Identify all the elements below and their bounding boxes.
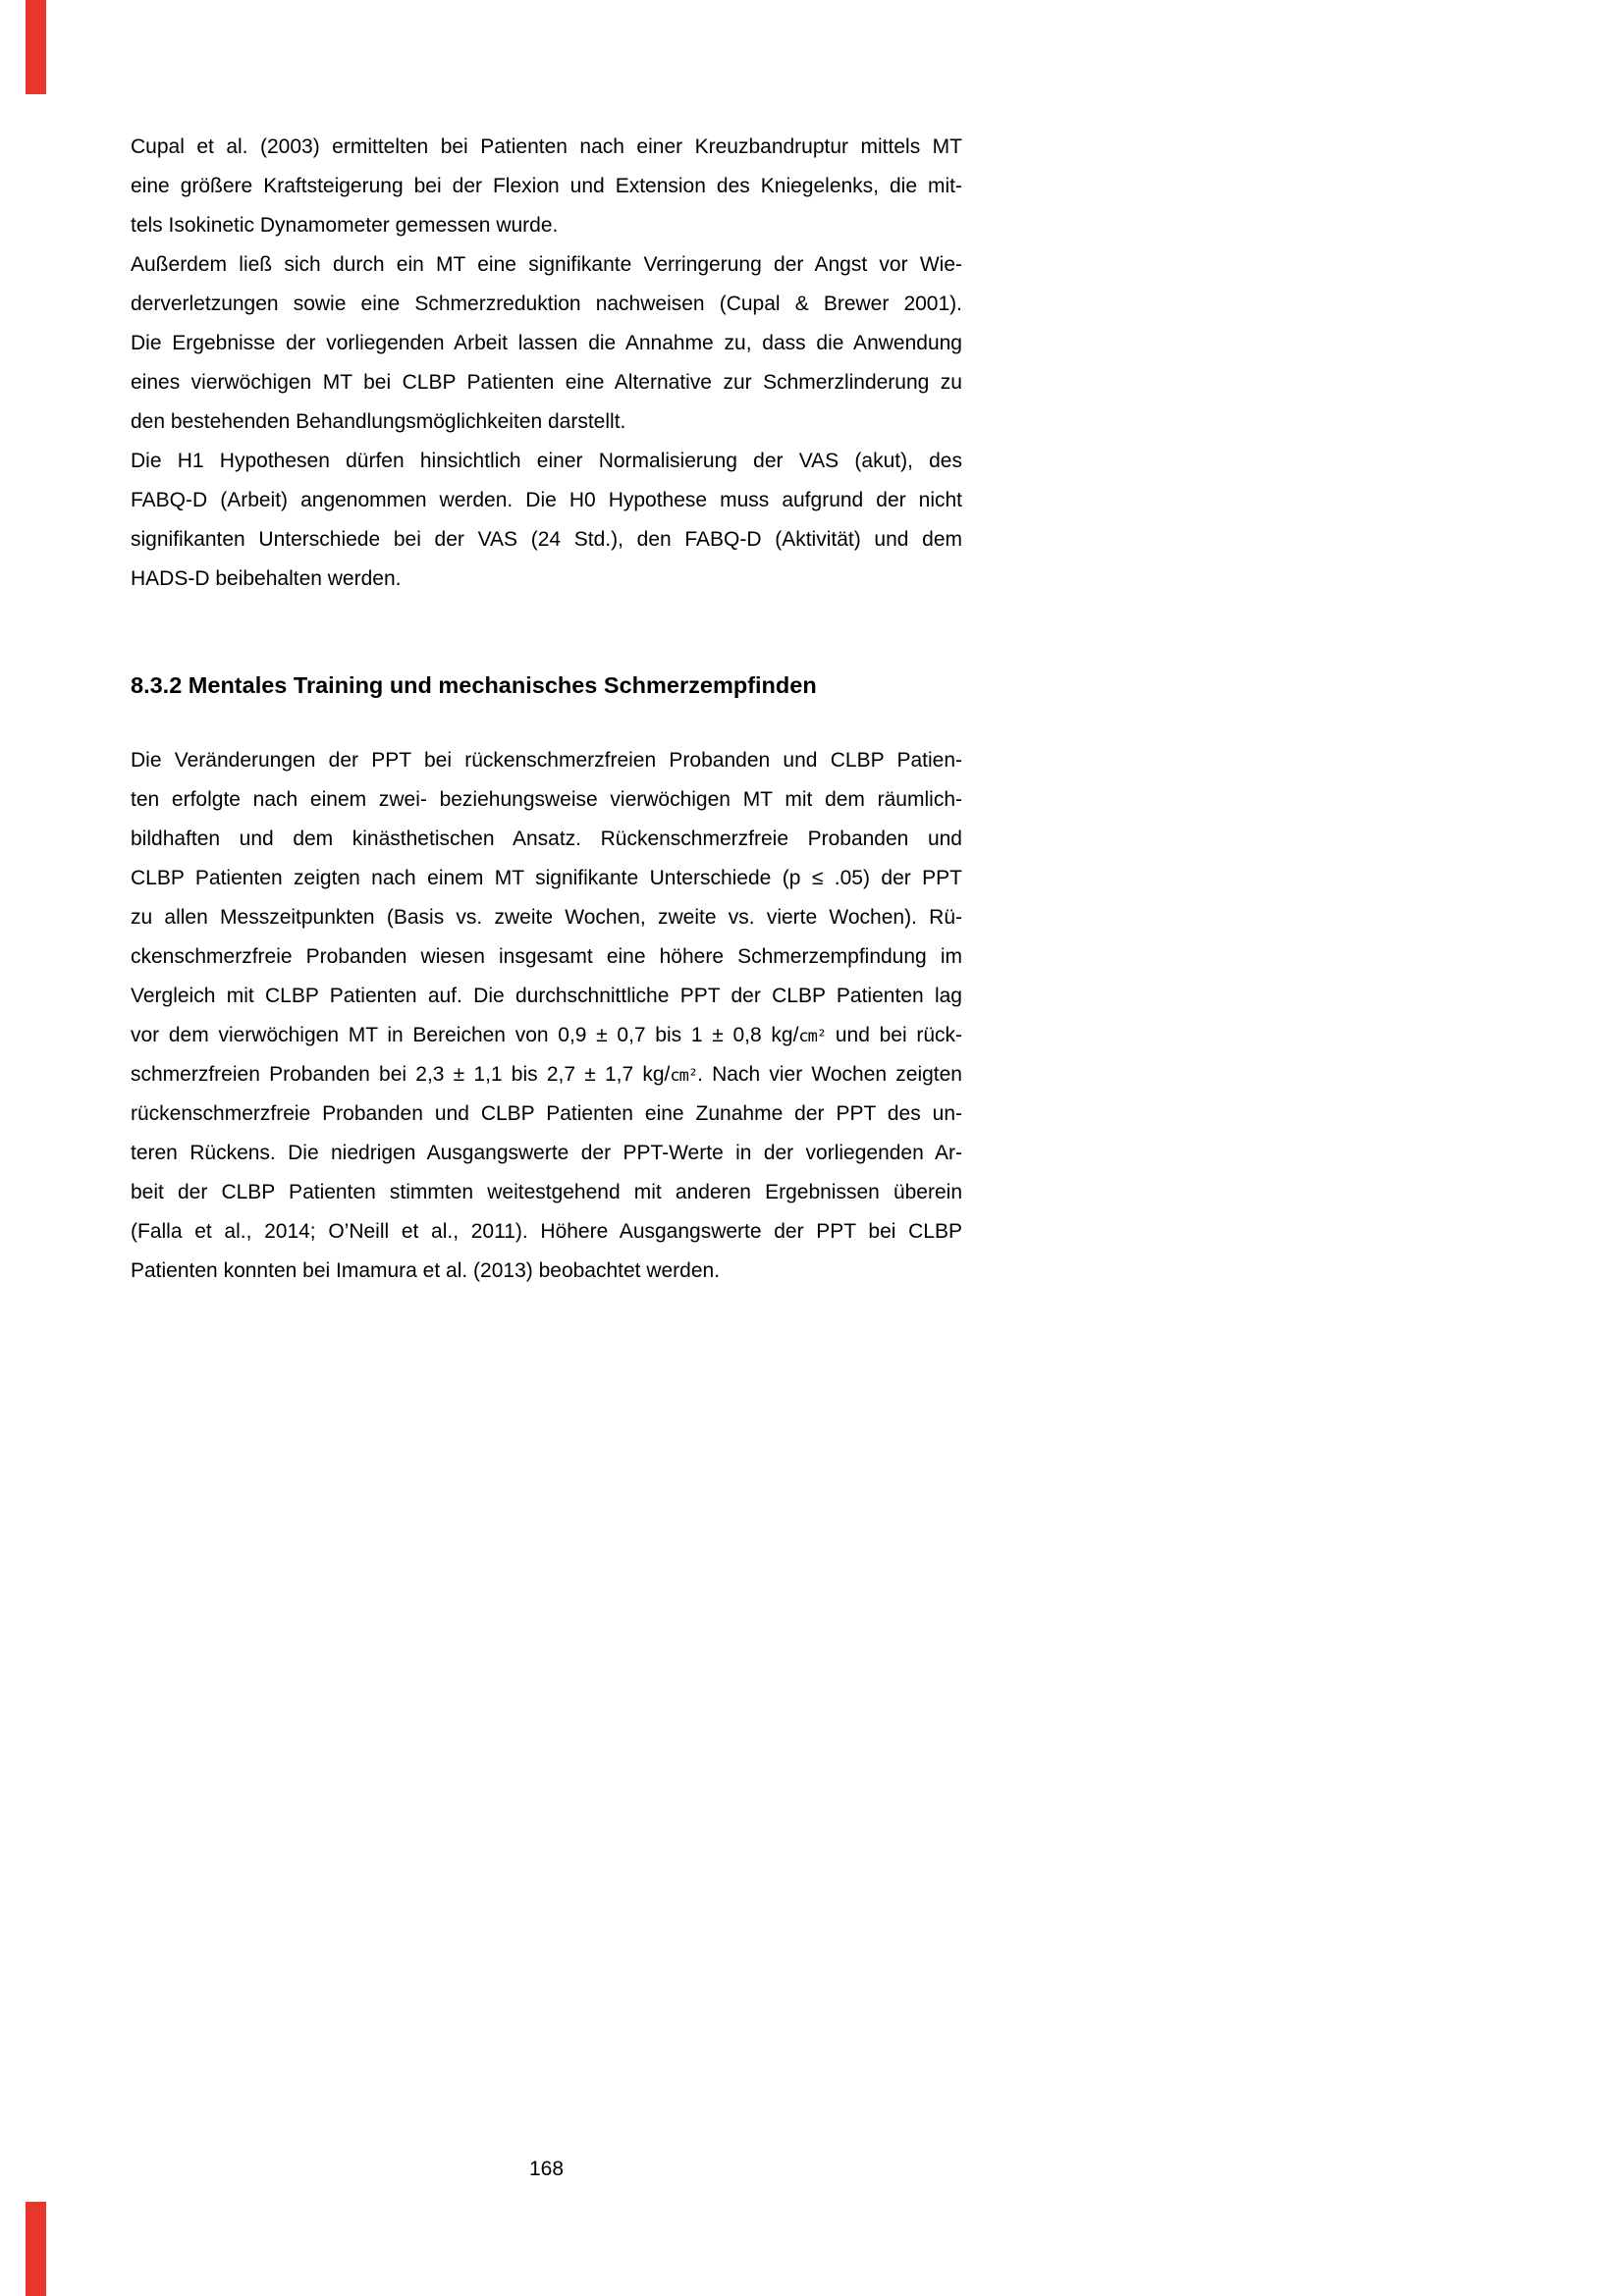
text-line: HADS-D beibehalten werden. xyxy=(131,567,402,590)
text-line: rückenschmerzfreie Probanden und CLBP Patienten eine Zunahme der PPT des un- xyxy=(131,1102,962,1125)
text-line: eines vierwöchigen MT bei CLBP Patienten eine Alternative zur Schmerzlinderung zu xyxy=(131,371,962,394)
red-edge-mark-bottom xyxy=(26,2202,46,2296)
text-line: signifikanten Unterschiede bei der VAS (24 Std.), den FABQ-D (Aktivität) und dem xyxy=(131,528,962,551)
text-line: bildhaften und dem kinästhetischen Ansatz. Rückenschmerzfreie Probanden und xyxy=(131,828,962,850)
text-line: Vergleich mit CLBP Patienten auf. Die durchschnittliche PPT der CLBP Patienten lag xyxy=(131,985,962,1007)
text-line: FABQ-D (Arbeit) angenommen werden. Die H0 Hypothese muss aufgrund der nicht xyxy=(131,489,962,511)
text-line: Außerdem ließ sich durch ein MT eine signifikante Verringerung der Angst vor Wie- xyxy=(131,253,962,276)
text-line: Patienten konnten bei Imamura et al. (2013) beobachtet werden. xyxy=(131,1259,721,1282)
text-line: Die Ergebnisse der vorliegenden Arbeit lassen die Annahme zu, dass die Anwendung xyxy=(131,332,962,354)
paragraph xyxy=(131,245,962,442)
paragraph xyxy=(131,128,962,245)
text-line: (Falla et al., 2014; O’Neill et al., 2011). Höhere Ausgangswerte der PPT bei CLBP xyxy=(131,1220,962,1243)
text-line: Die Veränderungen der PPT bei rückenschmerzfreien Probanden und CLBP Patien- xyxy=(131,749,962,772)
red-edge-mark-top xyxy=(26,0,46,94)
unit-cm2: cm² xyxy=(798,1027,827,1046)
text-line: tels Isokinetic Dynamometer gemessen wurde. xyxy=(131,214,559,237)
text-line: Cupal et al. (2003) ermittelten bei Patienten nach einer Kreuzbandruptur mittels MT xyxy=(131,135,962,158)
text-line: teren Rückens. Die niedrigen Ausgangswerte der PPT-Werte in der vorliegenden Ar- xyxy=(131,1142,962,1164)
text-line: schmerzfreien Probanden bei 2,3 ± 1,1 bis 2,7 ± 1,7 kg/cm². Nach vier Wochen zeigten xyxy=(131,1063,962,1086)
text-line: CLBP Patienten zeigten nach einem MT signifikante Unterschiede (p ≤ .05) der PPT xyxy=(131,867,962,889)
text-line: zu allen Messzeitpunkten (Basis vs. zweite Wochen, zweite vs. vierte Wochen). Rü- xyxy=(131,906,962,929)
paragraph xyxy=(131,741,962,1291)
text-line: beit der CLBP Patienten stimmten weitestgehend mit anderen Ergebnissen überein xyxy=(131,1181,962,1203)
unit-cm2: cm² xyxy=(670,1066,698,1086)
page-number: 168 xyxy=(528,2158,565,2180)
text-line: eine größere Kraftsteigerung bei der Flexion und Extension des Kniegelenks, die mit- xyxy=(131,175,962,197)
paragraph xyxy=(131,442,962,599)
section-heading: 8.3.2 Mentales Training und mechanisches Schmerzempfinden xyxy=(131,672,817,698)
text-line: derverletzungen sowie eine Schmerzreduktion nachweisen (Cupal & Brewer 2001). xyxy=(131,293,962,315)
body-text xyxy=(131,128,962,1291)
text-line: ckenschmerzfreie Probanden wiesen insgesamt eine höhere Schmerzempfindung im xyxy=(131,945,962,968)
text-line: Die H1 Hypothesen dürfen hinsichtlich einer Normalisierung der VAS (akut), des xyxy=(131,450,962,472)
text-line: ten erfolgte nach einem zwei- beziehungsweise vierwöchigen MT mit dem räumlich- xyxy=(131,788,962,811)
text-line: vor dem vierwöchigen MT in Bereichen von 0,9 ± 0,7 bis 1 ± 0,8 kg/cm² und bei rück- xyxy=(131,1024,962,1046)
text-line: den bestehenden Behandlungsmöglichkeiten darstellt. xyxy=(131,410,626,433)
